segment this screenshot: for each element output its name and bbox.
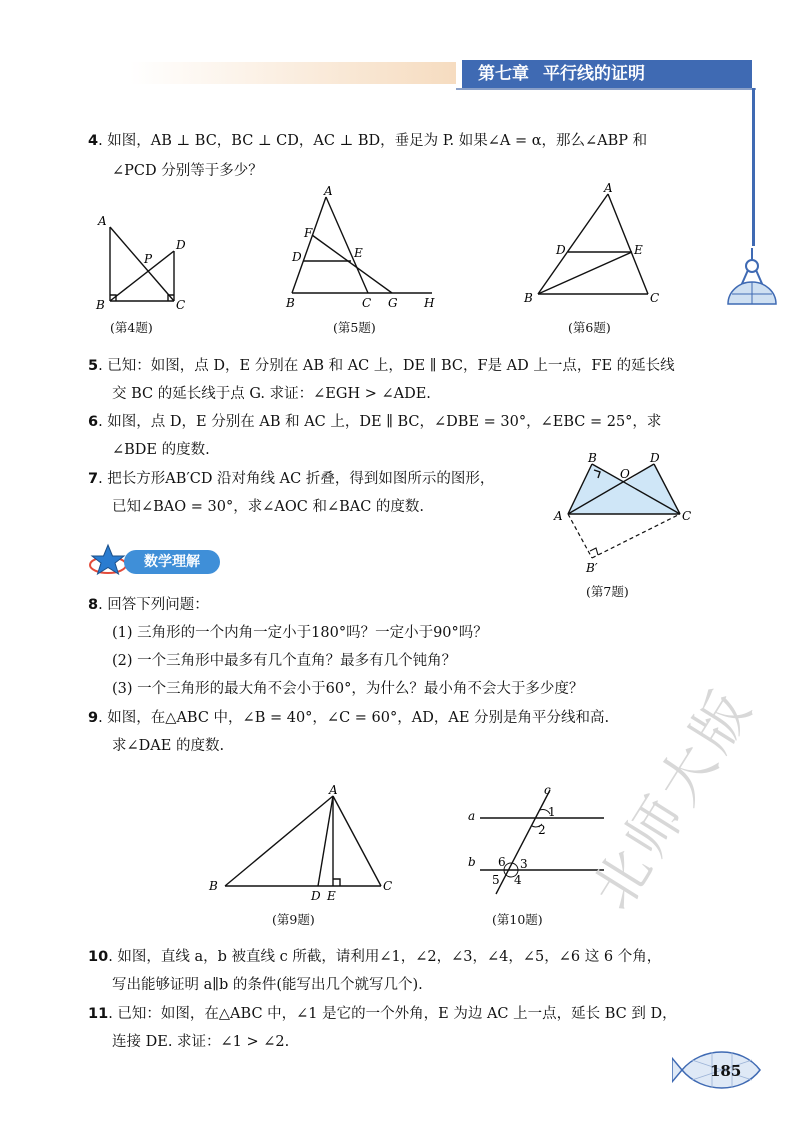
question-9-line2: 求∠DAE 的度数. (112, 738, 225, 754)
chapter-header (462, 60, 752, 88)
question-number: 10 (88, 949, 109, 965)
header-gradient-bar (130, 62, 456, 84)
question-text: . 回答下列问题： (98, 597, 209, 613)
label-D: D (176, 238, 186, 252)
question-7-line2: 已知∠BAO = 30°，求∠AOC 和∠BAC 的度数. (112, 499, 425, 515)
label-C: C (682, 509, 692, 523)
question-number: 5 (88, 358, 99, 374)
caption-fig10: (第10题) (492, 912, 543, 927)
label-B: B (209, 879, 218, 893)
question-11-line2: 连接 DE. 求证：∠1 > ∠2. (112, 1034, 290, 1050)
label-C: C (176, 298, 186, 312)
label-P: P (144, 252, 153, 266)
question-text: . 如图，在△ABC 中，∠B = 40°，∠C = 60°，AD，AE 分别是角平分线和高. (98, 710, 610, 726)
label-D: D (292, 250, 302, 264)
label-C: C (383, 879, 393, 893)
figure-7 (550, 448, 700, 578)
label-O: O (620, 467, 630, 481)
question-8 (88, 591, 209, 619)
star-icon (88, 543, 128, 579)
question-5-line2: 交 BC 的延长线于点 G. 求证：∠EGH > ∠ADE. (112, 386, 431, 402)
question-number: 7 (88, 471, 99, 487)
label-c: c (544, 783, 551, 797)
margin-rule (752, 88, 755, 246)
caption-fig6: (第6题) (568, 320, 611, 335)
question-number: 11 (88, 1006, 109, 1022)
section-badge-math-understanding: 数学理解 (124, 550, 220, 574)
label-angle-2: 2 (538, 823, 546, 837)
label-B-prime: B′ (586, 561, 598, 575)
label-angle-3: 3 (520, 857, 528, 871)
caption-fig5: (第5题) (333, 320, 376, 335)
question-text: . 已知：如图，点 D，E 分别在 AB 和 AC 上，DE ∥ BC，F是 AD 上一点，FE 的延长线 (98, 358, 675, 374)
page-number: 185 (710, 1062, 742, 1080)
question-7 (88, 465, 494, 493)
label-A: A (604, 181, 613, 195)
label-B: B (588, 451, 597, 465)
question-4 (88, 127, 647, 155)
question-10 (88, 943, 661, 971)
label-E: E (634, 243, 643, 257)
label-D: D (650, 451, 660, 465)
label-a: a (468, 809, 476, 823)
label-B: B (96, 298, 105, 312)
label-E: E (354, 246, 363, 260)
label-B: B (524, 291, 533, 305)
question-5 (88, 352, 675, 380)
label-angle-5: 5 (492, 873, 500, 887)
question-number: 4 (88, 133, 99, 149)
question-text: . 如图，直线 a，b 被直线 c 所截，请利用∠1，∠2，∠3，∠4，∠5，∠6 这 6 个角， (108, 949, 662, 965)
label-A: A (324, 185, 333, 198)
question-text: . 把长方形AB′CD 沿对角线 AC 折叠，得到如图所示的图形， (98, 471, 495, 487)
label-D: D (311, 889, 321, 903)
chapter-title: 平行线的证明 (543, 64, 645, 84)
label-angle-4: 4 (514, 873, 522, 887)
question-10-line2: 写出能够证明 a∥b 的条件(能写出几个就写几个). (112, 977, 423, 993)
question-8-sub3: (3) 一个三角形的最大角不会小于60°，为什么？最小角不会大于多少度？ (112, 681, 584, 697)
label-D: D (556, 243, 566, 257)
question-text: . 如图，点 D，E 分别在 AB 和 AC 上，DE ∥ BC，∠DBE = 30°，∠EBC = 25°，求 (98, 414, 662, 430)
question-8-sub1: (1) 三角形的一个内角一定小于180°吗？一定小于90°吗？ (112, 625, 488, 641)
compass-globe-icon (722, 246, 782, 308)
header-underline (456, 88, 756, 90)
figure-6 (520, 180, 670, 315)
label-angle-6: 6 (498, 855, 506, 869)
question-11 (88, 1000, 677, 1028)
question-9 (88, 704, 609, 732)
figure-4 (90, 205, 200, 315)
question-number: 6 (88, 414, 99, 430)
label-b: b (468, 855, 476, 869)
caption-fig7: (第7题) (586, 584, 629, 599)
label-H: H (424, 296, 435, 310)
question-4-line2: ∠PCD 分别等于多少？ (112, 163, 263, 179)
label-E: E (327, 889, 336, 903)
caption-fig9: (第9题) (272, 912, 315, 927)
chapter-number: 第七章 (478, 64, 529, 84)
label-A: A (554, 509, 563, 523)
label-angle-1: 1 (548, 805, 556, 819)
label-B: B (286, 296, 295, 310)
question-number: 8 (88, 597, 99, 613)
figure-5 (280, 185, 450, 315)
question-6 (88, 408, 661, 436)
caption-fig4: (第4题) (110, 320, 153, 335)
question-8-sub2: (2) 一个三角形中最多有几个直角？最多有几个钝角？ (112, 653, 457, 669)
question-text: . 已知：如图，在△ABC 中，∠1 是它的一个外角，E 为边 AC 上一点，延长 BC 到 D， (108, 1006, 677, 1022)
question-number: 9 (88, 710, 99, 726)
question-6-line2: ∠BDE 的度数. (112, 442, 210, 458)
label-C: C (362, 296, 372, 310)
label-F: F (304, 226, 313, 240)
watermark: 北师大版 (580, 676, 767, 921)
label-G: G (388, 296, 398, 310)
label-A: A (98, 214, 107, 228)
label-C: C (650, 291, 660, 305)
question-text: . 如图，AB ⊥ BC，BC ⊥ CD，AC ⊥ BD，垂足为 P. 如果∠A = α，那么∠ABP 和 (98, 133, 648, 149)
label-A: A (329, 783, 338, 797)
figure-9 (205, 782, 405, 907)
